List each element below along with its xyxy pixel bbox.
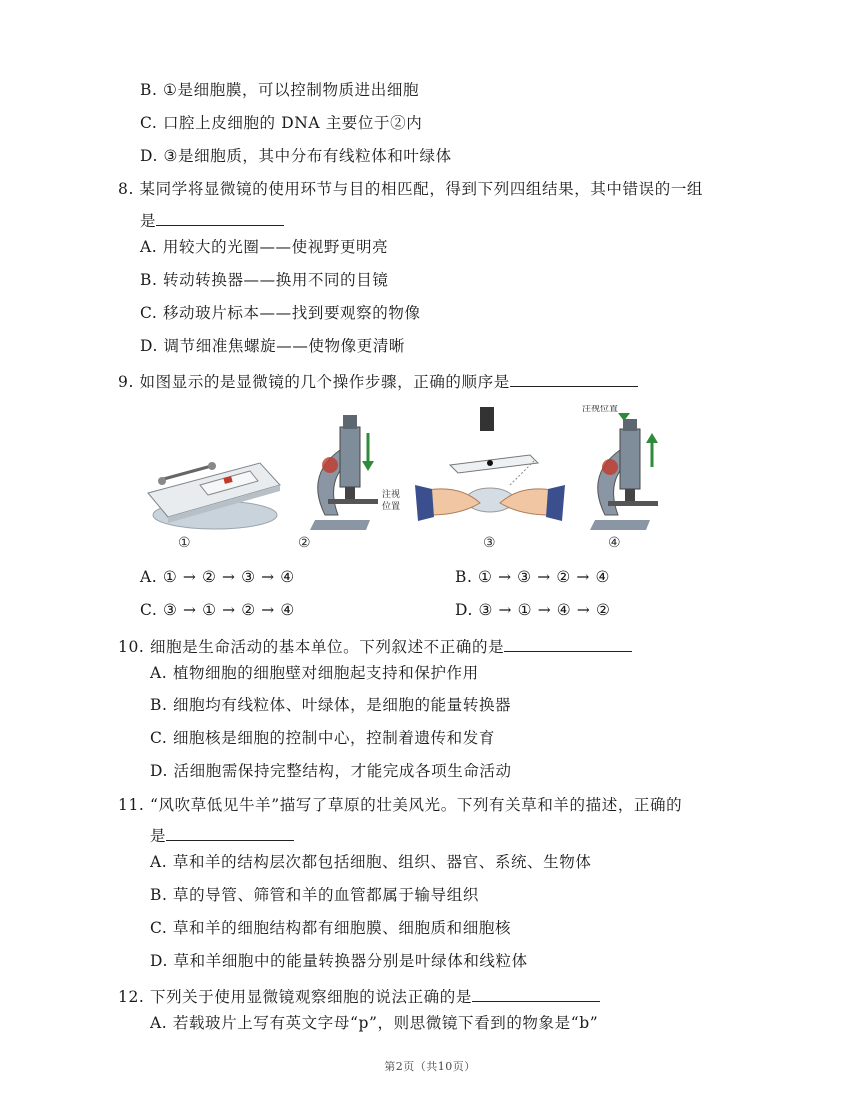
step4-note: 注视位置 xyxy=(582,405,619,414)
answer-blank xyxy=(156,209,284,226)
step1-stage-illustration xyxy=(148,462,280,551)
q7-option-c: C. 口腔上皮细胞的 DNA 主要位于②内 xyxy=(140,114,423,132)
q7-option-b: B. ①是细胞膜，可以控制物质进出细胞 xyxy=(140,81,420,99)
q8-option-a: A. 用较大的光圈——使视野更明亮 xyxy=(140,238,389,256)
q9-option-d: D. ③ → ① → ④ → ② xyxy=(455,601,611,619)
q8-option-b: B. 转动转换器——换用不同的目镜 xyxy=(140,271,389,289)
step1-label: ① xyxy=(178,535,191,551)
q8-stem-line1: 8. 某同学将显微镜的使用环节与目的相匹配，得到下列四组结果，其中错误的一组 xyxy=(118,180,704,198)
step4-microscope-illustration xyxy=(582,405,658,551)
step2-microscope-illustration xyxy=(298,415,400,551)
q11-stem-line1: 11. “风吹草低见牛羊”描写了草原的壮美风光。下列有关草和羊的描述，正确的 xyxy=(118,796,683,814)
step3-label: ③ xyxy=(483,535,496,551)
answer-blank xyxy=(504,635,632,652)
step3-hands-illustration xyxy=(415,407,565,551)
q8-stem-line2 xyxy=(140,209,284,231)
step2-note-line2: 位置 xyxy=(382,502,401,512)
q8-option-d: D. 调节细准焦螺旋——使物像更清晰 xyxy=(140,337,406,355)
answer-blank xyxy=(472,985,600,1002)
answer-blank xyxy=(510,370,638,387)
q10-option-a: A. 植物细胞的细胞壁对细胞起支持和保护作用 xyxy=(150,664,479,682)
q12-option-a: A. 若载玻片上写有英文字母“p”，则思微镜下看到的物象是“b” xyxy=(150,1014,599,1032)
q9-option-b: B. ① → ③ → ② → ④ xyxy=(455,568,610,586)
q11-stem-line2 xyxy=(150,824,294,846)
q7-option-d: D. ③是细胞质，其中分布有线粒体和叶绿体 xyxy=(140,147,452,165)
q9-stem xyxy=(118,370,638,392)
q12-stem xyxy=(118,985,600,1007)
q8-option-c: C. 移动玻片标本——找到要观察的物像 xyxy=(140,304,421,322)
q9-option-a: A. ① → ② → ③ → ④ xyxy=(140,568,295,586)
q8-stem-text: 是 xyxy=(140,212,157,230)
step4-label: ④ xyxy=(608,535,621,551)
q9-option-c: C. ③ → ① → ② → ④ xyxy=(140,601,295,619)
q11-option-d: D. 草和羊细胞中的能量转换器分别是叶绿体和线粒体 xyxy=(150,952,528,970)
answer-blank xyxy=(166,824,294,841)
q11-stem-text: 是 xyxy=(150,827,167,845)
microscope-steps-figure xyxy=(140,405,670,555)
q11-option-b: B. 草的导管、筛管和羊的血管都属于输导组织 xyxy=(150,886,479,904)
q10-option-b: B. 细胞均有线粒体、叶绿体，是细胞的能量转换器 xyxy=(150,696,512,714)
q10-option-d: D. 活细胞需保持完整结构，才能完成各项生命活动 xyxy=(150,762,512,780)
step2-label: ② xyxy=(298,535,311,551)
q12-stem-text: 12. 下列关于使用显微镜观察细胞的说法正确的是 xyxy=(118,988,472,1006)
q10-stem-text: 10. 细胞是生命活动的基本单位。下列叙述不正确的是 xyxy=(118,638,505,656)
q11-option-c: C. 草和羊的细胞结构都有细胞膜、细胞质和细胞核 xyxy=(150,919,512,937)
q10-stem xyxy=(118,635,632,657)
q11-option-a: A. 草和羊的结构层次都包括细胞、组织、器官、系统、生物体 xyxy=(150,853,592,871)
step2-note-line1: 注视 xyxy=(382,490,401,500)
q10-option-c: C. 细胞核是细胞的控制中心，控制着遗传和发育 xyxy=(150,729,495,747)
q9-stem-text: 9. 如图显示的是显微镜的几个操作步骤，正确的顺序是 xyxy=(118,373,510,391)
page-footer: 第2页（共10页） xyxy=(384,1060,476,1073)
